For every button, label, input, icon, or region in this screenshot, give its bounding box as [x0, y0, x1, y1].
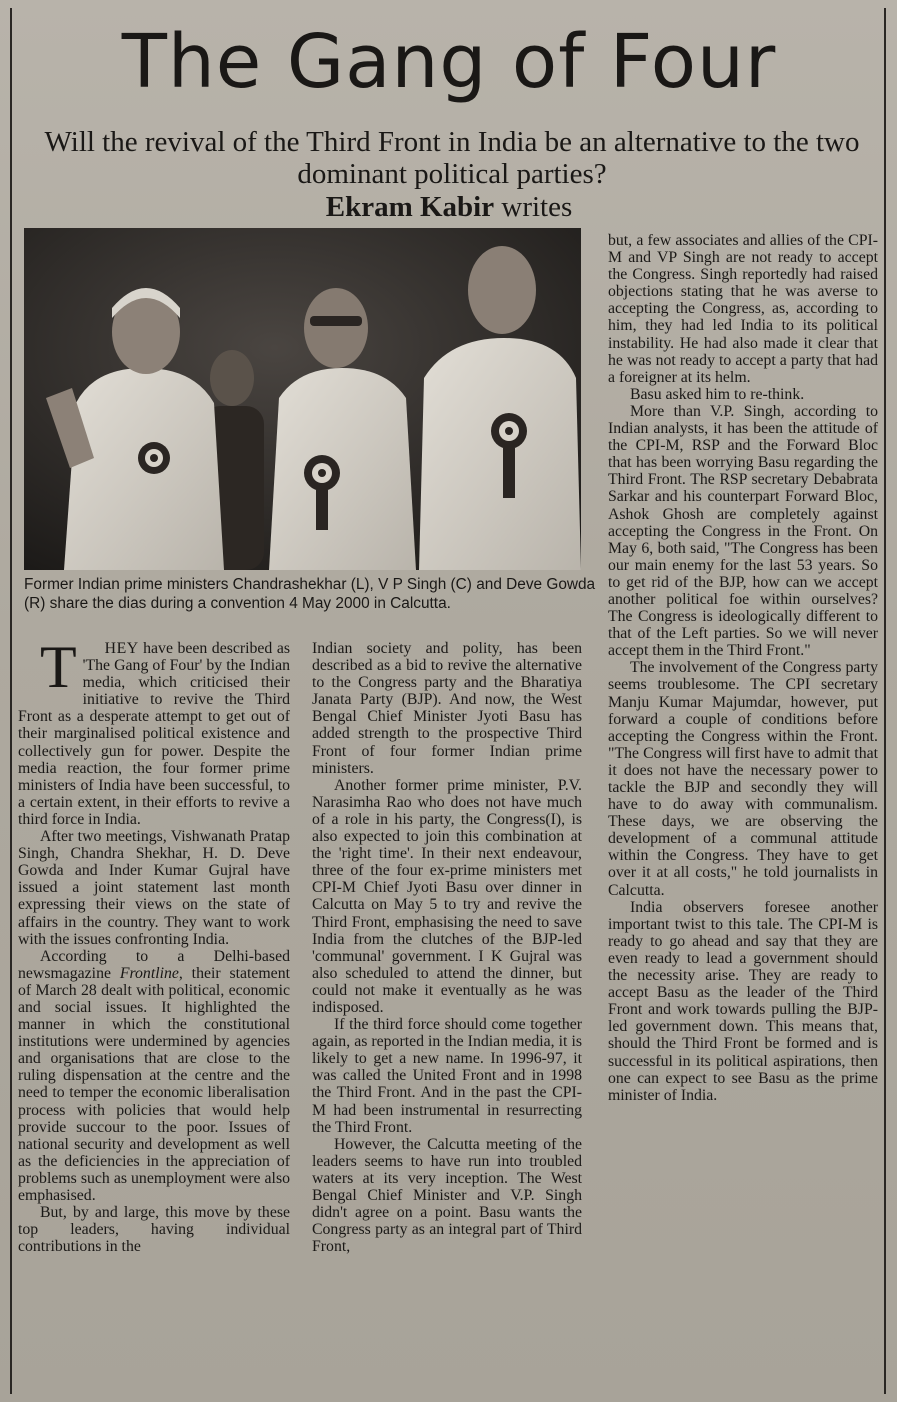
paragraph-9: but, a few associates and allies of the CPI-M and VP Singh are not ready to accept the Congress. Singh reportedly had raised objections stating that he was averse to accepting the Congress, as, according to him, they had led India to its political instability. He had also made it clear that he was not ready to accept a party that had a foreigner at its helm.: [608, 232, 878, 386]
paragraph-6: Another former prime minister, P.V. Narasimha Rao who does not have much of a role in his party, the Congress(I), is also expected to join this combination at the 'right time'. In their next endeavour, three of the four ex-prime ministers met CPI-M Chief Jyoti Basu over dinner in Calcutta on May 5 to try and revive the Third Front, emphasising the need to save India from the clutches of the BJP-led 'communal' government. I K Gujral was also scheduled to attend the dinner, but could not make it eventually as he was indisposed.: [312, 776, 582, 1016]
headline: The Gang of Four: [121, 19, 777, 105]
news-photo: [24, 228, 581, 570]
paragraph-5: Indian society and polity, has been described as a bid to revive the alternative to the Congress party and the Bharatiya Janata Party (BJP). And now, the West Bengal Chief Minister Jyoti Basu has added strength to the prospective Third Front of four former Indian prime ministers.: [312, 640, 582, 777]
paragraph-7: If the third force should come together again, as reported in the Indian media, it is likely to get a new name. In 1996-97, it was called the United Front and in 1998 the Third Front. And in the past the CPI-M had been instrumental in resurrecting the Third Front.: [312, 1016, 582, 1136]
drop-cap: T: [40, 634, 77, 700]
column-rule-left: [10, 8, 12, 1394]
article-column-3: [608, 232, 878, 1104]
byline-author: Ekram Kabir: [325, 191, 495, 223]
article-column-2: [312, 640, 582, 1255]
paragraph-1-text: have been described as 'The Gang of Four' by the Indian media, which criticised their initiative to revive the Third Front as a desperate attempt to get out of their marginalised political existence and collectively gun for power. Despite the media reaction, the four former prime ministers of India have been successful, to a certain extent, in their efforts to revive a third force in India.: [18, 640, 290, 828]
photo-caption: Former Indian prime ministers Chandrashekhar (L), V P Singh (C) and Deve Gowda (R) share the dias during a convention 4 May 2000 in Calcutta.: [24, 576, 596, 612]
paragraph-4: But, by and large, this move by these top leaders, having individual contributions in the: [18, 1204, 290, 1256]
column-rule-right: [884, 8, 886, 1394]
byline: [14, 190, 884, 224]
lead-word: HEY: [104, 640, 139, 657]
paragraph-12: The involvement of the Congress party seems troublesome. The CPI secretary Manju Kumar Majumdar, however, put forward a couple of conditions before accepting the Congress within the Front. "The Congress will first have to admit that it does not have the necessary power to tackle the BJP and secondly they will have to do away with communalism. These days, we are observing the development of a communal attitude within the Congress. They have to get over it at all costs," he told journalists in Calcutta.: [608, 659, 878, 899]
paragraph-2: After two meetings, Vishwanath Pratap Singh, Chandra Shekhar, H. D. Deve Gowda and Inder Kumar Gujral have issued a joint statement last month expressing their views on the state of affairs in the country. They want to work with the issues confronting India.: [18, 828, 290, 948]
paragraph-13: India observers foresee another important twist to this tale. The CPI-M is ready to go ahead and say that they are even ready to lead a government should the necessity arise. They are ready to accept Basu as the leader of the Third Front and work towards pulling the BJP-led government down. This means that, should the Third Front be formed and is successful in its political aspirations, then one can expect to see Basu as the prime minister of India.: [608, 898, 878, 1104]
paragraph-1: [18, 634, 290, 828]
photo-illustration: [24, 228, 581, 570]
deck-subheadline: Will the revival of the Third Front in India be an alternative to the two dominant political parties?: [44, 126, 860, 190]
paragraph-8: However, the Calcutta meeting of the leaders seems to have run into troubled waters at its very inception. The West Bengal Chief Minister and V.P. Singh didn't agree on a point. Basu wants the Congress party as an integral part of Third Front,: [312, 1135, 582, 1256]
article-column-1: [18, 634, 290, 1256]
byline-suffix: writes: [501, 191, 573, 223]
paragraph-10: Basu asked him to re-think.: [630, 385, 805, 403]
publication-name: Frontline: [119, 964, 179, 982]
paragraph-3-start: According to a Delhi-based newsmagazine: [18, 947, 290, 982]
paragraph-11: More than V.P. Singh, according to Indian analysts, it has been the attitude of the CPI-M, RSP and the Forward Bloc that has been worrying Basu regarding the Third Front. The RSP secretary Debabrata Sarkar and his counterpart Forward Bloc, Ashok Ghosh are completely against accepting the Congress in the Front. On May 6, both said, "The Congress has been our main enemy for the last 53 years. So to get rid of the BJP, how can we accept another political foe within ourselves? The Congress is ideologically different to that of the Left parties. So we will never accept them in the Third Front.": [608, 402, 878, 660]
paragraph-3-end: , their statement of March 28 dealt with political, economic and social issues. It highlighted the manner in which the constitutional institutions were undermined by agencies and organisations that are close to the ruling dispensation at the centre and the need to temper the economic liberalisation process with policies that would help provide succour to the poor. Issues of national security and development as well as the deficiencies in the appreciation of problems such as unemployment were also emphasised.: [18, 964, 290, 1204]
paragraph-3: [18, 948, 290, 1204]
